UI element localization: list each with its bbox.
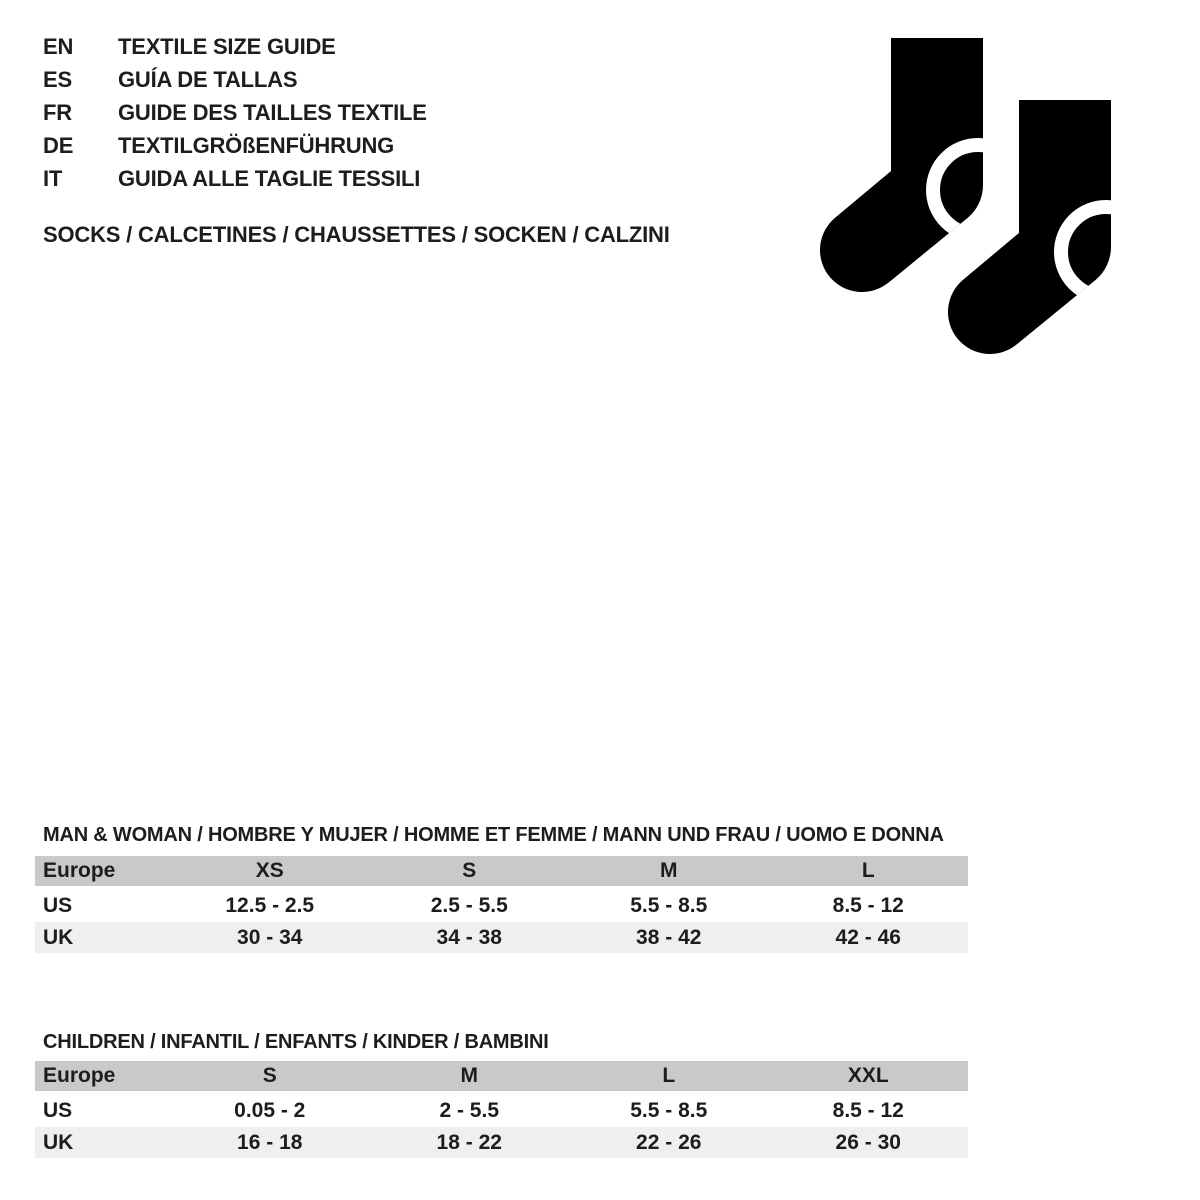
man-woman-size-table: [35, 856, 968, 953]
header-cell-size: M: [460, 1064, 478, 1087]
language-row-de: [43, 129, 427, 162]
language-row-en: [43, 30, 427, 63]
language-code: IT: [43, 165, 63, 191]
size-value: 34 - 38: [436, 925, 502, 949]
language-row-es: [43, 63, 427, 96]
language-row-fr: [43, 96, 427, 129]
header-cell-size: L: [861, 859, 875, 882]
size-value: 2 - 5.5: [439, 1098, 500, 1122]
language-list: [43, 30, 427, 195]
language-code: EN: [43, 33, 74, 59]
size-value: 5.5 - 8.5: [630, 1098, 708, 1122]
header-cell-size: L: [662, 1064, 676, 1087]
size-value: 2.5 - 5.5: [430, 893, 508, 917]
sock-left-icon: [820, 38, 1023, 292]
size-value: 0.05 - 2: [234, 1098, 306, 1122]
header-cell-size: S: [462, 859, 477, 882]
language-code: FR: [43, 99, 72, 125]
table-row-uk: [35, 922, 968, 953]
header-cell-size: XXL: [847, 1064, 889, 1087]
row-label: US: [43, 1098, 73, 1122]
header-cell-size: S: [262, 1064, 277, 1087]
size-value: 26 - 30: [835, 1130, 901, 1154]
size-value: 8.5 - 12: [832, 1098, 904, 1122]
header-cell-europe: Europe: [43, 859, 116, 882]
man-woman-table-title: MAN & WOMAN / HOMBRE Y MUJER / HOMME ET FEMME / MANN UND FRAU / UOMO E DONNA: [43, 824, 944, 846]
children-table-title: CHILDREN / INFANTIL / ENFANTS / KINDER / BAMBINI: [43, 1031, 549, 1053]
language-label: TEXTILE SIZE GUIDE: [118, 33, 336, 59]
header-cell-size: M: [660, 859, 678, 882]
size-value: 22 - 26: [636, 1130, 702, 1154]
row-label: US: [43, 893, 73, 917]
language-label: GUÍA DE TALLAS: [118, 66, 298, 92]
size-value: 30 - 34: [237, 925, 303, 949]
language-code: ES: [43, 66, 72, 92]
language-label: GUIDA ALLE TAGLIE TESSILI: [118, 165, 421, 191]
size-value: 8.5 - 12: [832, 893, 904, 917]
category-heading: SOCKS / CALCETINES / CHAUSSETTES / SOCKEN / CALZINI: [43, 222, 670, 247]
table-header-row: [35, 1061, 968, 1091]
size-value: 12.5 - 2.5: [225, 893, 315, 917]
language-label: GUIDE DES TAILLES TEXTILE: [118, 99, 427, 125]
row-label: UK: [43, 925, 74, 949]
row-label: UK: [43, 1130, 74, 1154]
header-cell-size: XS: [255, 859, 284, 882]
language-label: TEXTILGRÖßENFÜHRUNG: [118, 132, 395, 158]
size-value: 42 - 46: [835, 925, 901, 949]
header-cell-europe: Europe: [43, 1064, 116, 1087]
table-row-uk: [35, 1127, 968, 1158]
table-header-row: [35, 856, 968, 886]
size-value: 5.5 - 8.5: [630, 893, 708, 917]
size-value: 38 - 42: [636, 925, 702, 949]
children-size-table: [35, 1061, 968, 1158]
size-value: 18 - 22: [436, 1130, 502, 1154]
table-row-us: [35, 889, 968, 922]
language-code: DE: [43, 132, 74, 158]
table-row-us: [35, 1094, 968, 1127]
language-row-it: [43, 162, 427, 195]
size-value: 16 - 18: [237, 1130, 303, 1154]
socks-icon: [795, 25, 1125, 360]
